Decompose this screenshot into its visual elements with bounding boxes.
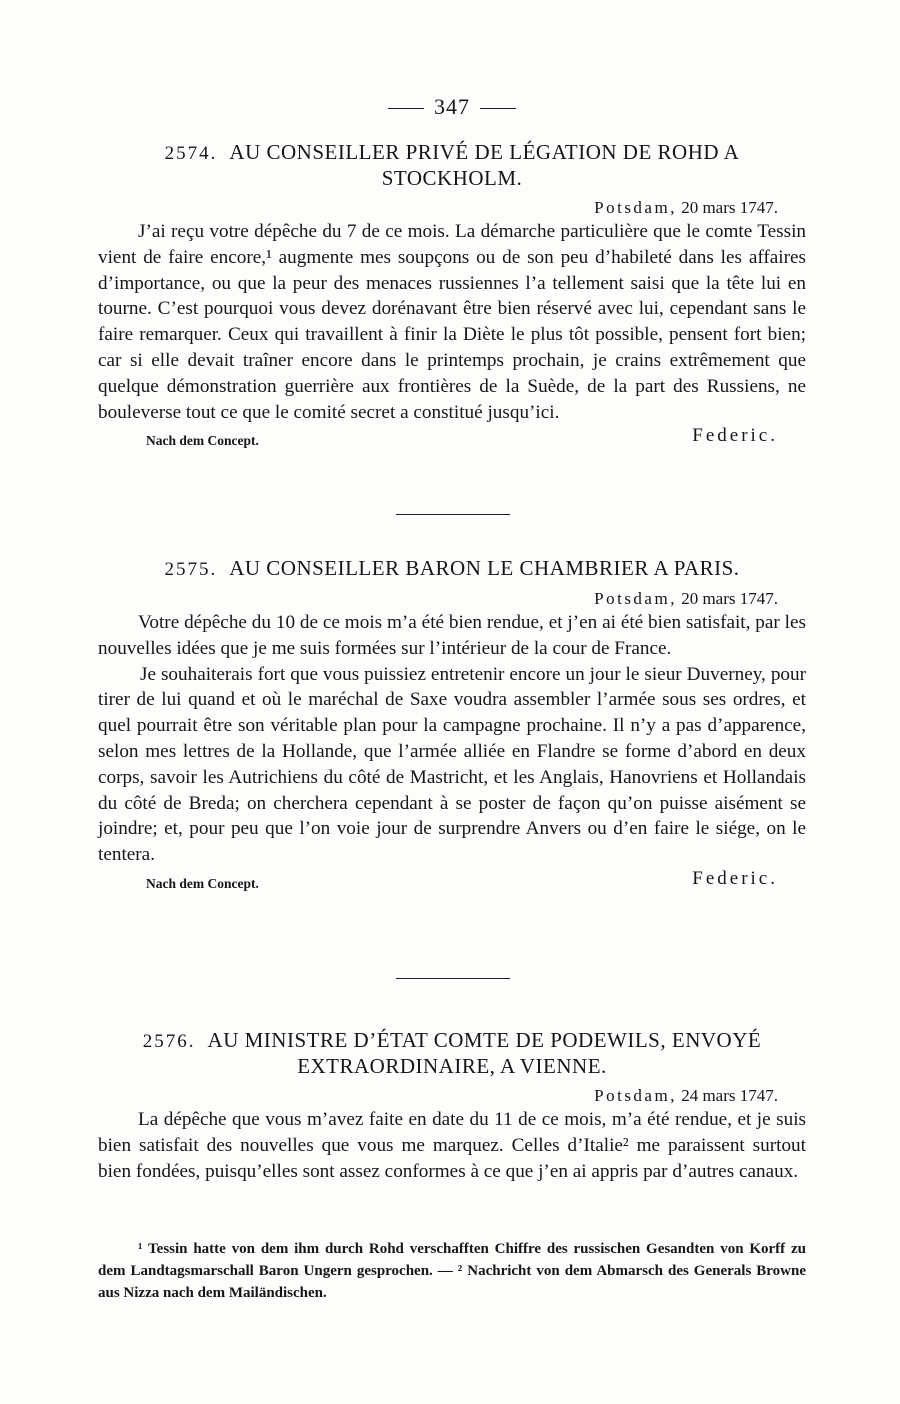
signature-row [98,868,806,894]
letter-dateline [98,197,806,219]
letter-date: 24 mars 1747. [681,1086,778,1105]
page-number-dash-right [480,108,516,109]
letter-dateline [98,1085,806,1107]
letter-date: 20 mars 1747. [681,589,778,608]
section-divider [396,514,510,515]
letter-body [98,610,806,868]
section-divider [396,978,510,979]
letter-heading [98,140,806,191]
page-number-text: 347 [434,94,470,119]
signature-row [98,425,806,451]
letter-number: 2576. [142,1031,196,1052]
letter-paragraph: Votre dépêche du 10 de ce mois m’a été bien rendue, et j’en ai été bien satisfait, par les nouvelles idées que je me suis formées sur l’intérieur de la cour de France. [98,612,806,659]
letter-title: AU CONSEILLER BARON LE CHAMBRIER A PARIS. [229,556,740,580]
letter-paragraph: La dépêche que vous m’avez faite en date du 11 de ce mois, m’a été rendue, et je suis bien satisfait des nouvelles que vous me marquez. Celles d’Italie² me paraissent surtout bien fondées, puisqu’elles sont assez conformes à ce que j’en ai appris par d’autres canaux. [98,1109,806,1182]
letter-date: 20 mars 1747. [681,198,778,217]
letter-number: 2575. [164,559,218,580]
footnote-text: ¹ Tessin hatte von dem ihm durch Rohd verschafften Chiffre des russischen Gesandten von Korff zu dem Landtagsmarschall Baron Ungern gesprochen. — ² Nachricht von dem Abmarsch des Generals Browne aus Nizza nach dem Mailändischen. [98,1241,806,1301]
page-number-dash-left [388,108,424,109]
letter-heading [98,556,806,582]
letter-title: AU CONSEILLER PRIVÉ DE LÉGATION DE ROHD A STOCKHOLM. [229,140,740,190]
letter-place: Potsdam, [594,589,677,608]
source-note: Nach dem Concept. [146,875,259,891]
letter-body [98,1107,806,1184]
page-number [98,94,806,120]
letter-2576 [98,1028,806,1184]
letter-body [98,219,806,425]
letter-2574 [98,140,806,451]
letter-paragraph: Je souhaiterais fort que vous puissiez entretenir encore un jour le sieur Duverney, pour tirer de lui quand et où le maréchal de Saxe voudra assembler l’armée sous ses ordres, et quel pourrait être son véritable plan pour la campagne prochaine. Il n’y a pas d’apparence, selon mes lettres de la Hollande, que l’armée alliée en Flandre se forme d’abord en deux corps, savoir les Autrichiens du côté de Mastricht, et les Anglais, Hanovriens et Hollandais du côté de Breda; on cherchera cependant à se poster de façon qu’on puisse aisément se joindre; et, pour peu que l’on voie jour de surprendre Anvers ou d’en faire le siége, on le tentera. [98,663,806,866]
letter-place: Potsdam, [594,1086,677,1105]
signature: Federic. [692,867,778,889]
letter-place: Potsdam, [594,198,677,217]
footnotes [98,1238,806,1304]
letter-2575 [98,556,806,894]
signature: Federic. [692,425,778,447]
letter-title: AU MINISTRE D’ÉTAT COMTE DE PODEWILS, ENVOYÉ EXTRAORDINAIRE, A VIENNE. [207,1028,762,1078]
letter-paragraph: J’ai reçu votre dépêche du 7 de ce mois. La démarche particulière que le comte Tessin vient de faire encore,¹ augmente mes soupçons ou de son peu d’habileté dans les affaires d’importance, ou que la peur des menaces russiennes l’a tellement saisi que la tête lui en tourne. C’est pourquoi vous devez dorénavant être bien réservé avec lui, cependant sans le faire remarquer. Ceux qui travaillent à finir la Diète le plus tôt possible, pensent fort bien; car si elle devait traîner encore dans le printemps prochain, je crains extrêmement que quelque démonstration guerrière aux frontières de la Suède, de la part des Russiens, ne bouleverse tout ce que le comité secret a constitué jusqu’ici. [98,221,806,423]
letter-heading [98,1028,806,1079]
source-note: Nach dem Concept. [146,433,259,449]
letter-number: 2574. [164,143,218,164]
letter-dateline [98,588,806,610]
